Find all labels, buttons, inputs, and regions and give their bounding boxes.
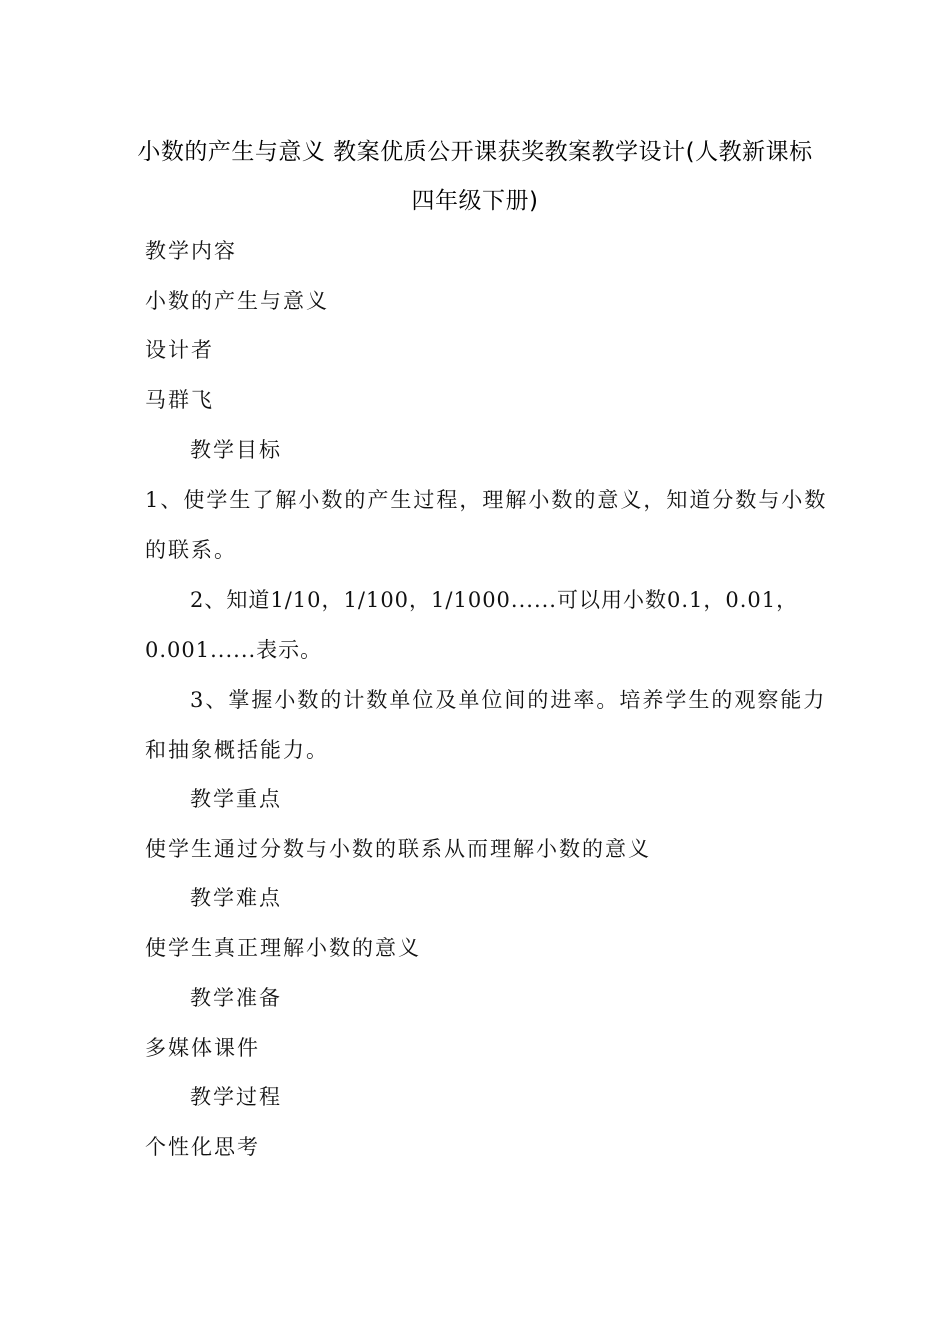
objective-2-line-2: 0.001......表示。 <box>145 638 323 662</box>
objective-1-line-2: 的联系。 <box>145 538 237 562</box>
difficulty-value: 使学生真正理解小数的意义 <box>145 936 421 960</box>
objectives-heading: 教学目标 <box>190 438 282 462</box>
difficulty-heading: 教学难点 <box>190 886 282 910</box>
preparation-value: 多媒体课件 <box>145 1036 260 1060</box>
key-point-value: 使学生通过分数与小数的联系从而理解小数的意义 <box>145 837 651 861</box>
objective-3-line-2: 和抽象概括能力。 <box>145 738 329 762</box>
content-value: 小数的产生与意义 <box>145 289 329 313</box>
designer-label: 设计者 <box>145 338 214 362</box>
content-label: 教学内容 <box>145 239 237 263</box>
document-title-line-2: 四年级下册) <box>411 188 539 214</box>
objective-2-line-1: 2、知道1/10，1/100，1/1000......可以用小数0.1，0.01， <box>190 588 799 612</box>
process-heading: 教学过程 <box>190 1085 282 1109</box>
objective-3-line-1: 3、掌握小数的计数单位及单位间的进率。培养学生的观察能力 <box>190 688 827 712</box>
objective-1-line-1: 1、使学生了解小数的产生过程，理解小数的意义，知道分数与小数 <box>145 488 828 512</box>
preparation-heading: 教学准备 <box>190 986 282 1010</box>
document-title-line-1: 小数的产生与意义 教案优质公开课获奖教案教学设计(人教新课标 <box>137 139 813 165</box>
designer-value: 马群飞 <box>145 388 214 412</box>
thinking-label: 个性化思考 <box>145 1135 260 1159</box>
key-point-heading: 教学重点 <box>190 787 282 811</box>
